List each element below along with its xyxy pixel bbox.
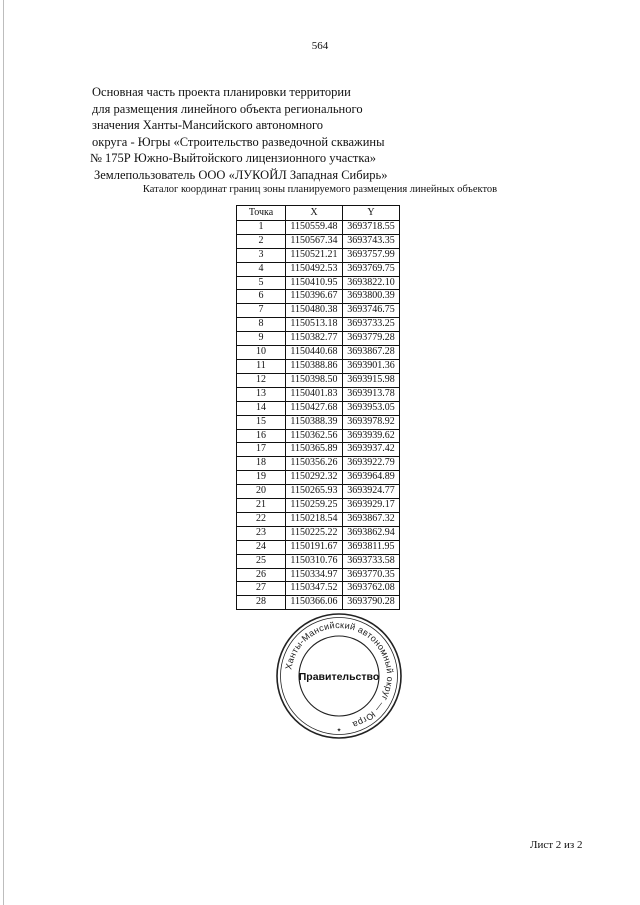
x-coordinate-cell: 1150492.53 [286, 262, 343, 276]
y-coordinate-cell: 3693929.17 [343, 499, 400, 513]
y-coordinate-cell: 3693964.89 [343, 471, 400, 485]
y-coordinate-cell: 3693913.78 [343, 387, 400, 401]
y-coordinate-cell: 3693937.42 [343, 443, 400, 457]
y-coordinate-cell: 3693770.35 [343, 568, 400, 582]
x-coordinate-cell: 1150427.68 [286, 401, 343, 415]
header-line: значения Ханты-Мансийского автономного [92, 118, 324, 132]
table-row [237, 415, 400, 429]
x-coordinate-cell: 1150410.95 [286, 276, 343, 290]
x-coordinate-cell: 1150440.68 [286, 346, 343, 360]
table-row [237, 582, 400, 596]
header-line: Землепользователь ООО «ЛУКОЙЛ Западная Сибирь» [94, 167, 388, 182]
header-line: № 175Р Южно-Выйтойского лицензионного участка» [90, 151, 377, 165]
y-coordinate-cell: 3693733.25 [343, 318, 400, 332]
point-number-cell: 20 [237, 485, 286, 499]
x-coordinate-cell: 1150292.32 [286, 471, 343, 485]
table-row [237, 485, 400, 499]
y-coordinate-cell: 3693769.75 [343, 262, 400, 276]
point-number-cell: 10 [237, 346, 286, 360]
point-number-cell: 25 [237, 554, 286, 568]
table-row [237, 220, 400, 234]
x-coordinate-cell: 1150191.67 [286, 540, 343, 554]
table-row [237, 512, 400, 526]
table-row [237, 373, 400, 387]
table-row [237, 248, 400, 262]
point-number-cell: 24 [237, 540, 286, 554]
y-coordinate-cell: 3693790.28 [343, 596, 400, 610]
y-coordinate-cell: 3693953.05 [343, 401, 400, 415]
table-row [237, 387, 400, 401]
x-coordinate-cell: 1150388.39 [286, 415, 343, 429]
svg-text:✦: ✦ [336, 728, 342, 734]
point-number-cell: 28 [237, 596, 286, 610]
point-number-cell: 12 [237, 373, 286, 387]
coordinates-table [236, 205, 400, 610]
table-row [237, 526, 400, 540]
point-number-cell: 14 [237, 401, 286, 415]
x-coordinate-cell: 1150225.22 [286, 526, 343, 540]
table-row [237, 471, 400, 485]
y-coordinate-cell: 3693746.75 [343, 304, 400, 318]
point-number-cell: 16 [237, 429, 286, 443]
document-header [92, 84, 387, 183]
x-coordinate-cell: 1150396.67 [286, 290, 343, 304]
y-coordinate-cell: 3693915.98 [343, 373, 400, 387]
x-coordinate-cell: 1150366.06 [286, 596, 343, 610]
x-coordinate-cell: 1150388.86 [286, 359, 343, 373]
table-row [237, 262, 400, 276]
x-coordinate-cell: 1150356.26 [286, 457, 343, 471]
y-coordinate-cell: 3693867.32 [343, 512, 400, 526]
table-row [237, 568, 400, 582]
point-number-cell: 26 [237, 568, 286, 582]
table-row [237, 234, 400, 248]
point-number-cell: 22 [237, 512, 286, 526]
y-coordinate-cell: 3693862.94 [343, 526, 400, 540]
point-number-cell: 7 [237, 304, 286, 318]
column-header-point: Точка [237, 206, 286, 221]
table-row [237, 318, 400, 332]
point-number-cell: 8 [237, 318, 286, 332]
y-coordinate-cell: 3693901.36 [343, 359, 400, 373]
seal-ring-text: Ханты-Мансийский автономный округ — Югра [283, 619, 396, 730]
header-line: Основная часть проекта планировки территории [92, 85, 351, 99]
point-number-cell: 19 [237, 471, 286, 485]
y-coordinate-cell: 3693757.99 [343, 248, 400, 262]
table-row [237, 499, 400, 513]
y-coordinate-cell: 3693762.08 [343, 582, 400, 596]
point-number-cell: 18 [237, 457, 286, 471]
table-row [237, 540, 400, 554]
x-coordinate-cell: 1150513.18 [286, 318, 343, 332]
x-coordinate-cell: 1150382.77 [286, 332, 343, 346]
point-number-cell: 1 [237, 220, 286, 234]
y-coordinate-cell: 3693939.62 [343, 429, 400, 443]
point-number-cell: 9 [237, 332, 286, 346]
table-row [237, 429, 400, 443]
table-row [237, 457, 400, 471]
table-row [237, 596, 400, 610]
point-number-cell: 4 [237, 262, 286, 276]
point-number-cell: 27 [237, 582, 286, 596]
header-line: округа - Югры «Строительство разведочной скважины [92, 134, 385, 149]
sheet-label: Лист 2 из 2 [530, 839, 583, 851]
seal-center-text: Правительство [298, 671, 380, 683]
y-coordinate-cell: 3693743.35 [343, 234, 400, 248]
x-coordinate-cell: 1150567.34 [286, 234, 343, 248]
official-seal [274, 611, 404, 741]
y-coordinate-cell: 3693822.10 [343, 276, 400, 290]
point-number-cell: 6 [237, 290, 286, 304]
point-number-cell: 3 [237, 248, 286, 262]
page-number: 564 [311, 40, 329, 52]
x-coordinate-cell: 1150218.54 [286, 512, 343, 526]
y-coordinate-cell: 3693779.28 [343, 332, 400, 346]
x-coordinate-cell: 1150480.38 [286, 304, 343, 318]
table-row [237, 304, 400, 318]
header-line: для размещения линейного объекта регионального [92, 101, 363, 116]
point-number-cell: 15 [237, 415, 286, 429]
table-row [237, 359, 400, 373]
point-number-cell: 13 [237, 387, 286, 401]
point-number-cell: 11 [237, 359, 286, 373]
point-number-cell: 2 [237, 234, 286, 248]
x-coordinate-cell: 1150365.89 [286, 443, 343, 457]
table-body [237, 220, 400, 609]
x-coordinate-cell: 1150347.52 [286, 582, 343, 596]
x-coordinate-cell: 1150259.25 [286, 499, 343, 513]
point-number-cell: 23 [237, 526, 286, 540]
x-coordinate-cell: 1150310.76 [286, 554, 343, 568]
table-header-row [237, 206, 400, 221]
y-coordinate-cell: 3693867.28 [343, 346, 400, 360]
y-coordinate-cell: 3693924.77 [343, 485, 400, 499]
y-coordinate-cell: 3693733.58 [343, 554, 400, 568]
table-row [237, 346, 400, 360]
table-row [237, 401, 400, 415]
x-coordinate-cell: 1150334.97 [286, 568, 343, 582]
point-number-cell: 17 [237, 443, 286, 457]
table-row [237, 276, 400, 290]
x-coordinate-cell: 1150559.48 [286, 220, 343, 234]
y-coordinate-cell: 3693811.95 [343, 540, 400, 554]
x-coordinate-cell: 1150362.56 [286, 429, 343, 443]
page-edge [3, 0, 4, 905]
point-number-cell: 5 [237, 276, 286, 290]
x-coordinate-cell: 1150265.93 [286, 485, 343, 499]
x-coordinate-cell: 1150521.21 [286, 248, 343, 262]
table-row [237, 290, 400, 304]
point-number-cell: 21 [237, 499, 286, 513]
y-coordinate-cell: 3693718.55 [343, 220, 400, 234]
x-coordinate-cell: 1150401.83 [286, 387, 343, 401]
column-header-y: Y [343, 206, 400, 221]
y-coordinate-cell: 3693800.39 [343, 290, 400, 304]
table-row [237, 332, 400, 346]
y-coordinate-cell: 3693978.92 [343, 415, 400, 429]
table-row [237, 443, 400, 457]
catalog-title: Каталог координат границ зоны планируемого размещения линейных объектов [142, 184, 498, 195]
column-header-x: X [286, 206, 343, 221]
x-coordinate-cell: 1150398.50 [286, 373, 343, 387]
y-coordinate-cell: 3693922.79 [343, 457, 400, 471]
table-row [237, 554, 400, 568]
